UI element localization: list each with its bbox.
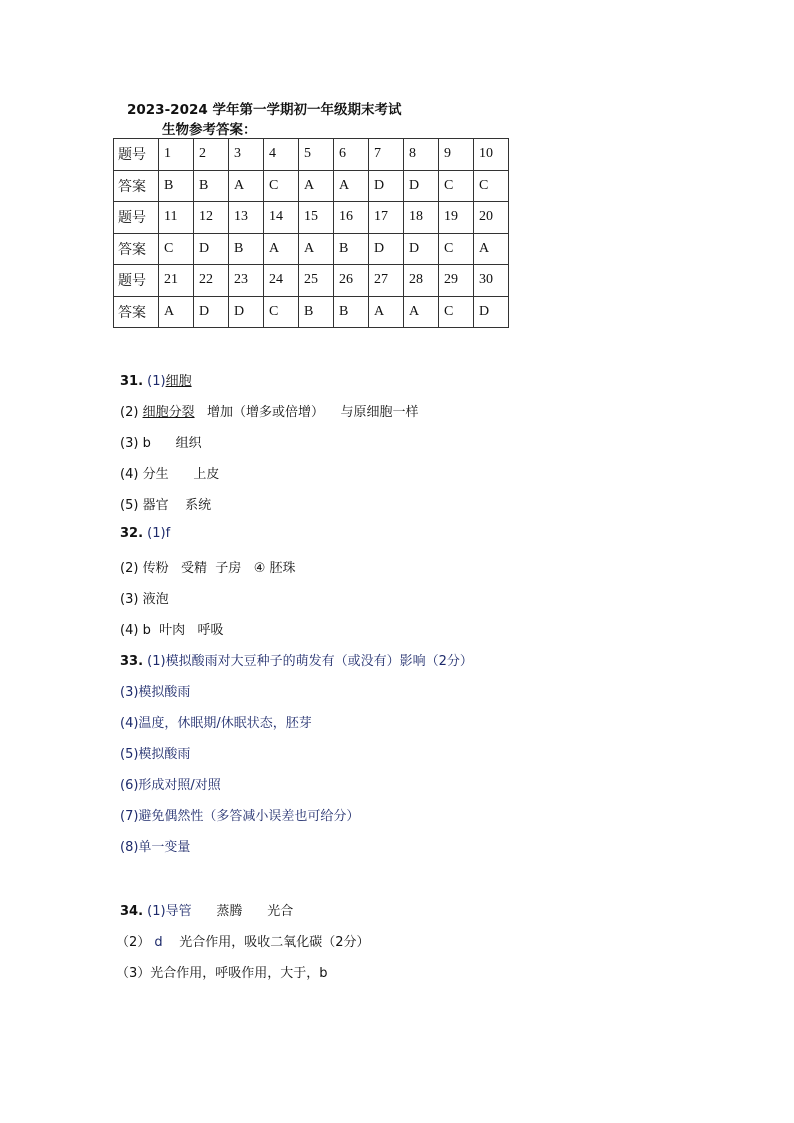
table-cell: C [264, 296, 299, 328]
q33-part-6: (6)形成对照/对照 [120, 778, 221, 793]
table-cell: D [404, 170, 439, 202]
q32-part-2-answer-c: 子房 [215, 561, 242, 576]
q32-part-2-answer-a: 传粉 [142, 561, 169, 576]
table-cell: 19 [439, 202, 474, 234]
table-cell: A [299, 170, 334, 202]
q32-part-3-answer: 液泡 [142, 592, 169, 607]
table-cell: C [439, 296, 474, 328]
table-cell: A [159, 296, 194, 328]
q31-line-3 [120, 432, 202, 451]
q33-part-3: (3)模拟酸雨 [120, 685, 191, 700]
q32-part-1: (1)f [147, 526, 171, 541]
q32-part-4-label: (4) [120, 623, 139, 638]
q31-line-2 [120, 401, 419, 420]
table-cell: D [194, 296, 229, 328]
table-cell: D [404, 233, 439, 265]
table-row-header: 答案 [114, 296, 159, 328]
q34-line-2 [116, 931, 370, 950]
table-cell: 26 [334, 265, 369, 297]
q32-part-2-answer-b: 受精 [180, 561, 207, 576]
table-cell: B [229, 233, 264, 265]
table-cell: D [369, 170, 404, 202]
table-cell: A [229, 170, 264, 202]
table-cell: 25 [299, 265, 334, 297]
q33-part-7: (7)避免偶然性（多答减小误差也可给分） [120, 809, 360, 824]
q34-part-2-answer-a: d [154, 935, 163, 950]
table-cell: 3 [229, 139, 264, 171]
table-cell: 29 [439, 265, 474, 297]
table-cell: A [299, 233, 334, 265]
q34-line-1 [120, 900, 293, 919]
q31-part-4-label: (4) [120, 467, 139, 482]
table-cell: 14 [264, 202, 299, 234]
q31-part-2-answer-c: 与原细胞一样 [340, 405, 419, 420]
table-cell: 22 [194, 265, 229, 297]
table-cell: 10 [474, 139, 509, 171]
table-cell: D [369, 233, 404, 265]
q32-line-4 [120, 619, 224, 638]
q32-line-1 [120, 526, 170, 541]
table-cell: 13 [229, 202, 264, 234]
table-cell: 18 [404, 202, 439, 234]
answer-table [113, 138, 509, 328]
q33-part-5: (5)模拟酸雨 [120, 747, 191, 762]
q33-part-8: (8)单一变量 [120, 840, 191, 855]
q31-part-3-answer-b: 组织 [175, 436, 202, 451]
table-cell: B [194, 170, 229, 202]
table-cell: A [334, 170, 369, 202]
table-row [114, 170, 509, 202]
table-cell: A [369, 296, 404, 328]
q32-part-4-answer-a: b [142, 623, 151, 638]
q32-part-3-label: (3) [120, 592, 139, 607]
q31-part-1-label: (1) [147, 374, 166, 389]
table-cell: 12 [194, 202, 229, 234]
table-row-header: 题号 [114, 265, 159, 297]
table-cell: 16 [334, 202, 369, 234]
q31-part-3-answer-a: b [142, 436, 151, 451]
table-row [114, 233, 509, 265]
q34-part-1-answer-a: (1)导管 [147, 904, 192, 919]
q31-line-1 [120, 370, 192, 389]
q32-number: 32. [120, 526, 144, 541]
table-cell: 4 [264, 139, 299, 171]
table-cell: 20 [474, 202, 509, 234]
q31-part-2-answer-b: 增加（增多或倍增） [206, 405, 324, 420]
q34-part-1-answer-c: 光合 [267, 904, 294, 919]
table-cell: B [334, 233, 369, 265]
q33-line-1 [120, 650, 473, 669]
table-cell: 27 [369, 265, 404, 297]
table-cell: C [474, 170, 509, 202]
q31-part-2-answer-a: 细胞分裂 [142, 405, 195, 420]
q31-part-3-label: (3) [120, 436, 139, 451]
table-cell: 5 [299, 139, 334, 171]
document-title: 2023-2024 学年第一学期初一年级期末考试 [127, 102, 402, 118]
document-subtitle: 生物参考答案： [162, 122, 257, 138]
q32-line-3 [120, 588, 169, 607]
table-row-header: 题号 [114, 139, 159, 171]
q31-part-4-answer-b: 上皮 [193, 467, 220, 482]
table-cell: 15 [299, 202, 334, 234]
q31-part-1-answer: 细胞 [165, 374, 192, 389]
table-row [114, 265, 509, 297]
table-row [114, 296, 509, 328]
q32-part-4-answer-b: 叶肉 [159, 623, 186, 638]
table-cell: 1 [159, 139, 194, 171]
table-cell: 11 [159, 202, 194, 234]
q34-part-2-answer-b: 光合作用，吸收二氧化碳（2分） [179, 935, 370, 950]
table-cell: 24 [264, 265, 299, 297]
table-cell: A [474, 233, 509, 265]
table-cell: 21 [159, 265, 194, 297]
q32-part-2-label: (2) [120, 561, 139, 576]
q31-part-5-answer-a: 器官 [142, 498, 169, 513]
q34-part-3: （3）光合作用，呼吸作用，大于，b [116, 966, 328, 981]
table-cell: B [334, 296, 369, 328]
q31-part-5-label: (5) [120, 498, 139, 513]
q31-number: 31. [120, 374, 144, 389]
table-cell: 23 [229, 265, 264, 297]
table-cell: 17 [369, 202, 404, 234]
table-row [114, 139, 509, 171]
q31-line-5 [120, 494, 211, 513]
q33-part-4: (4)温度，休眠期/休眠状态，胚芽 [120, 716, 312, 731]
q33-number: 33. [120, 654, 144, 669]
q34-number: 34. [120, 904, 144, 919]
table-cell: D [194, 233, 229, 265]
q31-line-4 [120, 463, 219, 482]
q32-part-4-answer-c: 呼吸 [197, 623, 224, 638]
table-cell: A [404, 296, 439, 328]
table-cell: B [159, 170, 194, 202]
table-cell: 8 [404, 139, 439, 171]
q34-part-1-answer-b: 蒸腾 [216, 904, 243, 919]
table-row-header: 题号 [114, 202, 159, 234]
q31-part-2-label: (2) [120, 405, 139, 420]
table-row-header: 答案 [114, 233, 159, 265]
table-row-header: 答案 [114, 170, 159, 202]
q31-part-5-answer-b: 系统 [185, 498, 212, 513]
table-cell: A [264, 233, 299, 265]
q31-part-4-answer-a: 分生 [142, 467, 169, 482]
q33-part-1: (1)模拟酸雨对大豆种子的萌发有（或没有）影响（2分） [147, 654, 473, 669]
table-cell: C [439, 170, 474, 202]
table-cell: D [474, 296, 509, 328]
table-cell: 2 [194, 139, 229, 171]
q32-part-2-answer-d: ④ 胚珠 [253, 561, 296, 576]
q32-line-2 [120, 557, 295, 576]
table-cell: 28 [404, 265, 439, 297]
table-cell: 9 [439, 139, 474, 171]
table-cell: C [264, 170, 299, 202]
table-cell: D [229, 296, 264, 328]
table-cell: C [439, 233, 474, 265]
table-row [114, 202, 509, 234]
table-cell: 30 [474, 265, 509, 297]
table-cell: 6 [334, 139, 369, 171]
table-cell: B [299, 296, 334, 328]
table-cell: C [159, 233, 194, 265]
q34-part-2-label: （2） [116, 935, 151, 950]
table-cell: 7 [369, 139, 404, 171]
